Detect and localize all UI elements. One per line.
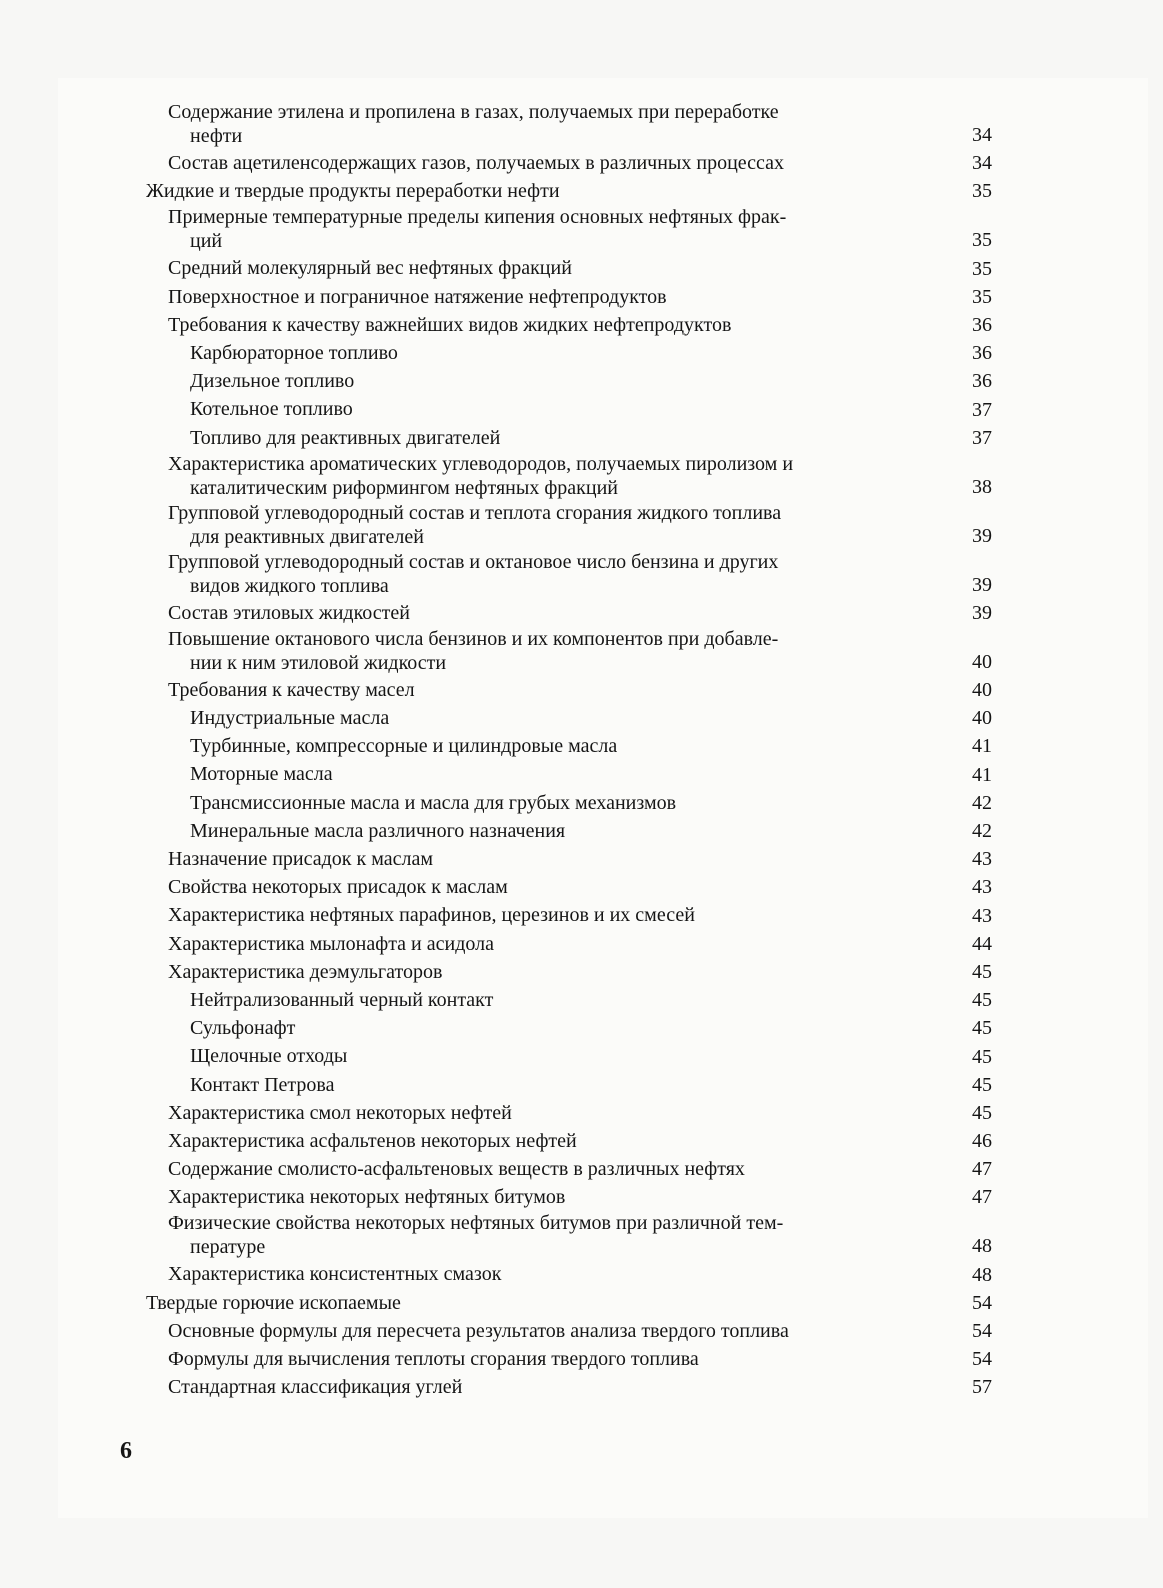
toc-entry-title xyxy=(190,1014,992,1042)
toc-entry xyxy=(146,1260,992,1288)
toc-entry-page: 41 xyxy=(972,763,992,786)
toc-entry-title xyxy=(146,1289,992,1317)
toc-entry-title-continuation: пературе xyxy=(190,1236,266,1259)
toc-entry-page: 43 xyxy=(972,876,992,899)
toc-entry-title-text: Сульфонафт xyxy=(190,1017,296,1040)
toc-entry-page: 42 xyxy=(972,820,992,842)
toc-entry-title xyxy=(190,817,992,845)
toc-entry-page: 48 xyxy=(972,1263,992,1286)
toc-entry-title xyxy=(168,100,992,148)
toc-entry-title-text: Групповой углеводородный состав и октановое число бензина и других xyxy=(168,550,779,573)
toc-entry-title-text: Характеристика деэмульгаторов xyxy=(168,960,443,983)
toc-entry-title xyxy=(168,1260,992,1288)
toc-entry-title-text: Состав ацетиленсодержащих газов, получаемых в различных процессах xyxy=(168,152,785,174)
toc-entry-title xyxy=(190,760,992,788)
toc-entry-title xyxy=(190,1042,992,1070)
toc-entry-page: 39 xyxy=(972,573,992,596)
toc-entry-title-text: Жидкие и твердые продукты переработки нефти xyxy=(146,180,560,203)
toc-entry xyxy=(146,1345,992,1373)
toc-entry-title-text: Требования к качеству масел xyxy=(168,678,415,701)
toc-entry-page: 38 xyxy=(972,475,992,498)
toc-entry-title xyxy=(190,789,992,817)
toc-entry-page: 43 xyxy=(972,848,992,871)
toc-entry-title xyxy=(168,1373,992,1401)
toc-entry-title-text: Содержание смолисто-асфальтеновых веществ в различных нефтях xyxy=(168,1158,745,1181)
toc-entry xyxy=(146,901,992,929)
toc-entry xyxy=(146,1183,992,1211)
toc-entry-page: 34 xyxy=(972,124,992,146)
toc-entry-page: 45 xyxy=(972,960,992,983)
toc-entry-title xyxy=(168,599,992,627)
toc-entry-page: 46 xyxy=(972,1130,992,1153)
toc-entry-title xyxy=(168,452,992,500)
toc-entry-page: 54 xyxy=(972,1320,992,1342)
toc-entry-page: 40 xyxy=(972,707,992,730)
toc-entry-page: 47 xyxy=(972,1186,992,1209)
toc-entry-title-continuation: нии к ним этиловой жидкости xyxy=(190,651,447,674)
toc-entry xyxy=(146,599,992,627)
toc-entry-title-text: Средний молекулярный вес нефтяных фракций xyxy=(168,257,572,280)
toc-entry-page: 39 xyxy=(972,524,992,547)
toc-entry-title xyxy=(168,627,992,675)
toc-entry xyxy=(146,100,992,149)
toc-entry-title-text: Примерные температурные пределы кипения основных нефтяных фрак- xyxy=(168,206,787,229)
toc-entry xyxy=(146,732,992,760)
toc-entry-page: 36 xyxy=(972,313,992,336)
toc-entry-title xyxy=(168,901,992,929)
toc-entry-title xyxy=(168,958,992,986)
toc-entry xyxy=(146,1211,992,1260)
toc-entry xyxy=(146,501,992,550)
toc-entry xyxy=(146,1127,992,1155)
toc-entry-title xyxy=(190,339,992,367)
toc-entry xyxy=(146,283,992,311)
toc-entry xyxy=(146,339,992,367)
toc-entry-page: 39 xyxy=(972,601,992,624)
toc-entry-title-text: Индустриальные масла xyxy=(190,707,390,730)
toc-entry xyxy=(146,205,992,254)
table-of-contents xyxy=(146,100,992,1401)
toc-entry-title-text: Карбюраторное топливо xyxy=(190,341,398,364)
toc-entry-title-text: Свойства некоторых присадок к маслам xyxy=(168,876,508,899)
toc-entry-title xyxy=(168,501,992,549)
toc-entry-title-text: Содержание этилена и пропилена в газах, получаемых при переработке xyxy=(168,101,779,123)
toc-entry xyxy=(146,254,992,282)
toc-entry-page: 43 xyxy=(972,904,992,927)
toc-entry-title xyxy=(168,1345,992,1373)
toc-entry-title-continuation: нефти xyxy=(190,125,243,147)
toc-entry-title-text: Характеристика нефтяных парафинов, церезинов и их смесей xyxy=(168,904,695,927)
toc-entry-page: 42 xyxy=(972,791,992,814)
toc-entry-title-text: Характеристика ароматических углеводородов, получаемых пиролизом и xyxy=(168,452,794,475)
toc-entry-title-text: Минеральные масла различного назначения xyxy=(190,819,566,842)
toc-entry-page: 54 xyxy=(972,1348,992,1371)
toc-entry-title xyxy=(190,395,992,423)
toc-entry-page: 34 xyxy=(972,152,992,175)
toc-entry-title-text: Физические свойства некоторых нефтяных битумов при различной тем- xyxy=(168,1212,784,1235)
toc-entry-title xyxy=(190,704,992,732)
toc-entry xyxy=(146,789,992,817)
toc-entry-page: 40 xyxy=(972,650,992,673)
toc-entry-title xyxy=(168,1127,992,1155)
toc-entry-page: 37 xyxy=(972,426,992,449)
toc-entry-title-text: Характеристика мылонафта и асидола xyxy=(168,932,494,955)
toc-entry-title-text: Требования к качеству важнейших видов жидких нефтепродуктов xyxy=(168,313,732,336)
toc-entry-page: 35 xyxy=(972,229,992,252)
toc-entry-page: 47 xyxy=(972,1158,992,1181)
toc-entry xyxy=(146,986,992,1014)
toc-entry-page: 45 xyxy=(972,1017,992,1040)
toc-entry-page: 35 xyxy=(972,285,992,308)
toc-entry xyxy=(146,311,992,339)
toc-entry-title-text: Турбинные, компрессорные и цилиндровые масла xyxy=(190,735,618,758)
toc-entry-title-text: Групповой углеводородный состав и теплота сгорания жидкого топлива xyxy=(168,501,782,524)
toc-entry xyxy=(146,676,992,704)
toc-entry xyxy=(146,1317,992,1345)
toc-entry-page: 35 xyxy=(972,180,992,203)
toc-entry xyxy=(146,1373,992,1401)
toc-entry-title xyxy=(168,550,992,598)
toc-entry xyxy=(146,958,992,986)
toc-entry xyxy=(146,149,992,177)
toc-entry-title-continuation: видов жидкого топлива xyxy=(190,574,389,597)
toc-entry-title-text: Состав этиловых жидкостей xyxy=(168,601,411,624)
toc-entry-title-text: Нейтрализованный черный контакт xyxy=(190,988,494,1011)
toc-entry-page: 35 xyxy=(972,257,992,280)
toc-entry-title xyxy=(190,367,992,395)
toc-entry xyxy=(146,873,992,901)
toc-entry-page: 36 xyxy=(972,370,992,393)
toc-entry xyxy=(146,177,992,205)
toc-entry-title-continuation: ций xyxy=(190,230,223,253)
toc-entry-title xyxy=(190,732,992,760)
toc-entry-page: 45 xyxy=(972,1101,992,1124)
toc-entry-page: 44 xyxy=(972,932,992,955)
toc-entry xyxy=(146,1289,992,1317)
toc-entry-title-text: Повышение октанового числа бензинов и их компонентов при добавле- xyxy=(168,627,779,650)
toc-entry xyxy=(146,1042,992,1070)
toc-entry xyxy=(146,395,992,423)
toc-entry-title-text: Трансмиссионные масла и масла для грубых механизмов xyxy=(190,791,677,814)
toc-entry-title-continuation: каталитическим риформингом нефтяных фракций xyxy=(190,476,618,499)
toc-entry-title-text: Назначение присадок к маслам xyxy=(168,848,434,870)
toc-entry-title xyxy=(190,986,992,1014)
toc-entry-title xyxy=(168,930,992,958)
toc-entry-title-text: Топливо для реактивных двигателей xyxy=(190,426,501,449)
toc-entry-title xyxy=(168,254,992,282)
toc-entry-page: 37 xyxy=(972,398,992,421)
toc-entry-title xyxy=(168,1317,992,1345)
toc-entry-title-text: Моторные масла xyxy=(190,763,333,786)
toc-entry-page: 57 xyxy=(972,1376,992,1399)
toc-entry xyxy=(146,1099,992,1127)
toc-entry-title xyxy=(146,177,992,205)
toc-entry xyxy=(146,817,992,845)
toc-entry-title-text: Формулы для вычисления теплоты сгорания твердого топлива xyxy=(168,1348,699,1370)
toc-entry xyxy=(146,845,992,873)
toc-entry-title xyxy=(168,1211,992,1259)
toc-entry-page: 54 xyxy=(972,1291,992,1314)
toc-entry-page: 45 xyxy=(972,989,992,1012)
toc-entry-page: 45 xyxy=(972,1045,992,1068)
toc-entry-title-text: Характеристика некоторых нефтяных битумов xyxy=(168,1186,566,1209)
toc-entry-title-text: Стандартная классификация углей xyxy=(168,1376,463,1399)
toc-entry-title xyxy=(168,845,992,873)
toc-entry-title-text: Дизельное топливо xyxy=(190,370,355,393)
toc-entry-title-text: Котельное топливо xyxy=(190,398,353,421)
toc-entry-title-text: Щелочные отходы xyxy=(190,1045,348,1068)
toc-entry-title xyxy=(168,149,992,177)
toc-entry-title xyxy=(168,873,992,901)
toc-entry-title xyxy=(190,424,992,452)
toc-entry-title xyxy=(168,311,992,339)
toc-entry-title xyxy=(168,1183,992,1211)
toc-entry-title xyxy=(190,1071,992,1099)
toc-entry-title-text: Характеристика асфальтенов некоторых нефтей xyxy=(168,1129,577,1152)
page-number: 6 xyxy=(120,1438,132,1464)
toc-entry-title-text: Поверхностное и пограничное натяжение нефтепродуктов xyxy=(168,285,667,308)
toc-entry-page: 45 xyxy=(972,1073,992,1096)
toc-entry-title xyxy=(168,1099,992,1127)
toc-entry-page: 36 xyxy=(972,342,992,365)
toc-entry-title-text: Контакт Петрова xyxy=(190,1073,335,1096)
toc-entry xyxy=(146,550,992,599)
toc-entry xyxy=(146,452,992,501)
toc-entry-page: 41 xyxy=(972,735,992,758)
toc-entry-title-text: Твердые горючие ископаемые xyxy=(146,1291,401,1314)
toc-entry-title xyxy=(168,205,992,253)
toc-entry-title-text: Основные формулы для пересчета результатов анализа твердого топлива xyxy=(168,1319,789,1342)
toc-entry xyxy=(146,704,992,732)
toc-entry-title-continuation: для реактивных двигателей xyxy=(190,525,424,548)
toc-entry xyxy=(146,1014,992,1042)
toc-entry-title xyxy=(168,283,992,311)
toc-entry xyxy=(146,1155,992,1183)
toc-entry-title-text: Характеристика смол некоторых нефтей xyxy=(168,1101,512,1124)
toc-entry xyxy=(146,627,992,676)
toc-entry-page: 48 xyxy=(972,1235,992,1258)
toc-entry-title xyxy=(168,676,992,704)
toc-entry xyxy=(146,424,992,452)
toc-entry xyxy=(146,367,992,395)
toc-entry-page: 40 xyxy=(972,679,992,702)
toc-entry xyxy=(146,930,992,958)
toc-entry-title-text: Характеристика консистентных смазок xyxy=(168,1263,502,1286)
toc-entry xyxy=(146,1071,992,1099)
toc-entry-title xyxy=(168,1155,992,1183)
toc-entry xyxy=(146,760,992,788)
